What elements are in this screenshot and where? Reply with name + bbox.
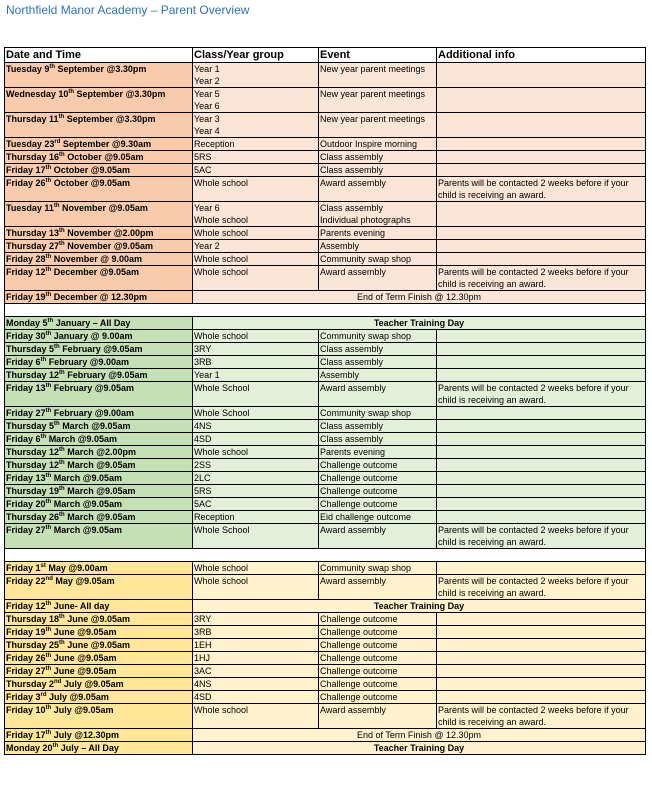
info-cell	[437, 151, 646, 164]
date-cell: Tuesday 11th November @9.05am	[5, 202, 193, 227]
class-cell	[193, 407, 319, 420]
event-cell: Class assembly Individual photographs	[319, 202, 437, 227]
class-label: Whole school	[194, 563, 249, 573]
header-event: Event	[319, 48, 437, 63]
class-cell	[193, 665, 319, 678]
date-cell: Thursday 5th February @9.05am	[5, 343, 193, 356]
event-cell: Teacher Training Day	[193, 317, 646, 330]
event-cell: Challenge outcome	[319, 485, 437, 498]
date-cell: Friday 19th June @9.05am	[5, 626, 193, 639]
table-row	[5, 356, 646, 369]
table-row	[5, 164, 646, 177]
date-cell: Thursday 16th October @9.05am	[5, 151, 193, 164]
spacer-row	[5, 304, 646, 317]
class-label: 5RS	[194, 152, 212, 162]
class-label: 5AC	[194, 165, 212, 175]
event-cell: Challenge outcome	[319, 498, 437, 511]
info-cell	[437, 138, 646, 151]
date-cell: Friday 28th November @ 9.00am	[5, 253, 193, 266]
class-label: Whole school	[194, 331, 249, 341]
table-row	[5, 639, 646, 652]
class-cell	[193, 704, 319, 729]
info-cell: Parents will be contacted 2 weeks before if your child is receiving an award.	[437, 524, 646, 549]
info-cell	[437, 626, 646, 639]
date-cell: Friday 27th March @9.05am	[5, 524, 193, 549]
class-label: Whole School	[194, 525, 250, 535]
class-label: 2SS	[194, 460, 212, 470]
info-cell	[437, 63, 646, 88]
date-cell: Tuesday 9th September @3.30pm	[5, 63, 193, 88]
info-cell	[437, 240, 646, 253]
class-label: Year 1	[194, 64, 220, 74]
event-cell: Challenge outcome	[319, 459, 437, 472]
date-cell: Thursday 2nd July @9.05am	[5, 678, 193, 691]
class-cell	[193, 691, 319, 704]
class-label: 3RY	[194, 344, 212, 354]
class-cell	[193, 266, 319, 291]
info-cell	[437, 665, 646, 678]
table-row	[5, 498, 646, 511]
header-date: Date and Time	[5, 48, 193, 63]
event-cell: Eid challenge outcome	[319, 511, 437, 524]
event-cell: Award assembly	[319, 266, 437, 291]
class-cell	[193, 524, 319, 549]
class-label: 1HJ	[194, 653, 211, 663]
event-cell: Challenge outcome	[319, 665, 437, 678]
class-cell	[193, 613, 319, 626]
class-cell	[193, 330, 319, 343]
class-cell	[193, 511, 319, 524]
class-label: Reception	[194, 512, 235, 522]
event-cell: Community swap shop	[319, 330, 437, 343]
date-cell: Friday 19th December @ 12.30pm	[5, 291, 193, 304]
table-row	[5, 330, 646, 343]
date-cell: Friday 13th March @9.05am	[5, 472, 193, 485]
class-cell	[193, 240, 319, 253]
date-cell: Wednesday 10th September @3.30pm	[5, 88, 193, 113]
class-label: Year 2	[194, 76, 220, 86]
class-cell	[193, 678, 319, 691]
table-row	[5, 472, 646, 485]
class-label: Whole school	[194, 254, 249, 264]
event-cell: Challenge outcome	[319, 678, 437, 691]
info-cell	[437, 459, 646, 472]
table-row	[5, 113, 646, 138]
date-cell: Friday 27th February @9.00am	[5, 407, 193, 420]
table-row	[5, 369, 646, 382]
event-cell: Challenge outcome	[319, 613, 437, 626]
event-cell: End of Term Finish @ 12.30pm	[193, 291, 646, 304]
spacer-cell	[5, 304, 646, 317]
event-cell: New year parent meetings	[319, 113, 437, 138]
event-cell: New year parent meetings	[319, 63, 437, 88]
table-row	[5, 240, 646, 253]
date-cell: Friday 6th March @9.05am	[5, 433, 193, 446]
event-cell: Teacher Training Day	[193, 600, 646, 613]
event-cell: Challenge outcome	[319, 626, 437, 639]
date-cell: Thursday 25th June @9.05am	[5, 639, 193, 652]
info-cell	[437, 613, 646, 626]
info-cell: Parents will be contacted 2 weeks before if your child is receiving an award.	[437, 575, 646, 600]
event-cell: Challenge outcome	[319, 639, 437, 652]
event-cell: Class assembly	[319, 151, 437, 164]
date-cell: Friday 1st May @9.00am	[5, 562, 193, 575]
table-row	[5, 704, 646, 729]
info-cell	[437, 369, 646, 382]
spacer-cell	[5, 549, 646, 562]
date-cell: Friday 30th January @ 9.00am	[5, 330, 193, 343]
event-cell: Challenge outcome	[319, 472, 437, 485]
event-cell: Challenge outcome	[319, 691, 437, 704]
date-cell: Friday 13th February @9.05am	[5, 382, 193, 407]
class-cell	[193, 485, 319, 498]
class-label: Whole school	[194, 178, 249, 188]
date-cell: Friday 17th July @12.30pm	[5, 729, 193, 742]
class-label: Year 4	[194, 126, 220, 136]
class-label: Whole school	[194, 228, 249, 238]
event-cell: Teacher Training Day	[193, 742, 646, 755]
table-row	[5, 227, 646, 240]
date-cell: Monday 20th July – All Day	[5, 742, 193, 755]
class-cell	[193, 420, 319, 433]
event-cell: Class assembly	[319, 433, 437, 446]
info-cell	[437, 691, 646, 704]
info-cell	[437, 652, 646, 665]
class-label: Year 5	[194, 89, 220, 99]
class-label: 3RB	[194, 627, 212, 637]
info-cell	[437, 330, 646, 343]
table-row	[5, 485, 646, 498]
table-row	[5, 343, 646, 356]
class-cell	[193, 356, 319, 369]
table-row	[5, 420, 646, 433]
info-cell	[437, 356, 646, 369]
class-cell	[193, 562, 319, 575]
info-cell	[437, 227, 646, 240]
class-label: Reception	[194, 139, 235, 149]
class-cell	[193, 369, 319, 382]
event-cell: Award assembly	[319, 575, 437, 600]
class-label: Whole school	[194, 705, 249, 715]
class-cell	[193, 459, 319, 472]
info-cell	[437, 433, 646, 446]
table-row	[5, 600, 646, 613]
date-cell: Monday 5th January – All Day	[5, 317, 193, 330]
class-cell	[193, 227, 319, 240]
event-cell: Assembly	[319, 240, 437, 253]
table-row	[5, 433, 646, 446]
event-cell: Parents evening	[319, 446, 437, 459]
class-cell	[193, 253, 319, 266]
date-cell: Thursday 26th March @9.05am	[5, 511, 193, 524]
class-label: Whole school	[194, 447, 249, 457]
date-cell: Friday 26th June @9.05am	[5, 652, 193, 665]
table-row	[5, 626, 646, 639]
table-row	[5, 177, 646, 202]
event-cell: Award assembly	[319, 177, 437, 202]
class-label: 4NS	[194, 679, 212, 689]
class-label: 2LC	[194, 473, 211, 483]
class-cell	[193, 138, 319, 151]
class-cell	[193, 498, 319, 511]
class-label: Year 3	[194, 114, 220, 124]
class-label: 1EH	[194, 640, 212, 650]
event-cell: Class assembly	[319, 343, 437, 356]
class-cell	[193, 343, 319, 356]
class-label: Whole school	[194, 267, 249, 277]
date-cell: Thursday 11th September @3.30pm	[5, 113, 193, 138]
table-row	[5, 613, 646, 626]
date-cell: Thursday 19th March @9.05am	[5, 485, 193, 498]
table-row	[5, 407, 646, 420]
class-label: Whole School	[194, 408, 250, 418]
table-row	[5, 202, 646, 227]
table-row	[5, 678, 646, 691]
class-cell	[193, 88, 319, 113]
info-cell	[437, 202, 646, 227]
table-row	[5, 691, 646, 704]
info-cell	[437, 511, 646, 524]
info-cell	[437, 562, 646, 575]
info-cell	[437, 253, 646, 266]
header-row	[5, 48, 646, 63]
class-label: Whole school	[194, 576, 249, 586]
date-cell: Tuesday 23rd September @9.30am	[5, 138, 193, 151]
class-cell	[193, 652, 319, 665]
class-label: 4SD	[194, 692, 212, 702]
event-cell: Award assembly	[319, 382, 437, 407]
class-label: 4NS	[194, 421, 212, 431]
table-row	[5, 742, 646, 755]
info-cell	[437, 498, 646, 511]
date-cell: Friday 20th March @9.05am	[5, 498, 193, 511]
event-cell: Award assembly	[319, 524, 437, 549]
class-label: Year 6	[194, 101, 220, 111]
class-cell	[193, 446, 319, 459]
table-row	[5, 446, 646, 459]
event-cell: Outdoor Inspire morning	[319, 138, 437, 151]
header-info: Additional info	[437, 48, 646, 63]
class-cell	[193, 164, 319, 177]
info-cell	[437, 485, 646, 498]
table-row	[5, 88, 646, 113]
info-cell	[437, 446, 646, 459]
info-cell: Parents will be contacted 2 weeks before if your child is receiving an award.	[437, 382, 646, 407]
info-cell	[437, 88, 646, 113]
header-class: Class/Year group	[193, 48, 319, 63]
date-cell: Friday 22nd May @9.05am	[5, 575, 193, 600]
event-cell: Community swap shop	[319, 562, 437, 575]
class-label: 3AC	[194, 666, 212, 676]
date-cell: Thursday 13th November @2.00pm	[5, 227, 193, 240]
date-cell: Friday 27th June @9.05am	[5, 665, 193, 678]
parent-overview-table	[4, 47, 646, 755]
date-cell: Thursday 18th June @9.05am	[5, 613, 193, 626]
class-label: Year 6	[194, 203, 220, 213]
class-cell	[193, 626, 319, 639]
page-title: Northfield Manor Academy – Parent Overview	[6, 3, 250, 17]
event-cell: Parents evening	[319, 227, 437, 240]
date-cell: Thursday 12th February @9.05am	[5, 369, 193, 382]
class-cell	[193, 382, 319, 407]
table-row	[5, 575, 646, 600]
event-cell: New year parent meetings	[319, 88, 437, 113]
table-row	[5, 382, 646, 407]
class-cell	[193, 472, 319, 485]
class-cell	[193, 151, 319, 164]
table-row	[5, 665, 646, 678]
event-cell: End of Term Finish @ 12.30pm	[193, 729, 646, 742]
event-cell: Community swap shop	[319, 407, 437, 420]
class-label: 5RS	[194, 486, 212, 496]
info-cell	[437, 343, 646, 356]
table-row	[5, 729, 646, 742]
class-cell	[193, 575, 319, 600]
date-cell: Friday 12th June- All day	[5, 600, 193, 613]
class-cell	[193, 639, 319, 652]
date-cell: Friday 17th October @9.05am	[5, 164, 193, 177]
class-label: Year 2	[194, 241, 220, 251]
class-cell	[193, 177, 319, 202]
table-row	[5, 459, 646, 472]
table-row	[5, 253, 646, 266]
info-cell	[437, 113, 646, 138]
date-cell: Friday 3rd July @9.05am	[5, 691, 193, 704]
table-row	[5, 652, 646, 665]
spacer-row	[5, 549, 646, 562]
info-cell: Parents will be contacted 2 weeks before if your child is receiving an award.	[437, 177, 646, 202]
date-cell: Thursday 27th November @9.05am	[5, 240, 193, 253]
event-cell: Award assembly	[319, 704, 437, 729]
table-row	[5, 511, 646, 524]
class-cell	[193, 202, 319, 227]
table-row	[5, 151, 646, 164]
info-cell	[437, 407, 646, 420]
table-row	[5, 524, 646, 549]
table-row	[5, 138, 646, 151]
info-cell: Parents will be contacted 2 weeks before if your child is receiving an award.	[437, 266, 646, 291]
class-label: 5AC	[194, 499, 212, 509]
date-cell: Friday 6th February @9.00am	[5, 356, 193, 369]
date-cell: Friday 26th October @9.05am	[5, 177, 193, 202]
table-row	[5, 63, 646, 88]
date-cell: Friday 12th December @9.05am	[5, 266, 193, 291]
class-label: Whole school	[194, 215, 249, 225]
info-cell	[437, 164, 646, 177]
class-cell	[193, 63, 319, 88]
event-cell: Community swap shop	[319, 253, 437, 266]
table-row	[5, 317, 646, 330]
class-label: Year 1	[194, 370, 220, 380]
table-row	[5, 266, 646, 291]
date-cell: Thursday 12th March @2.00pm	[5, 446, 193, 459]
date-cell: Thursday 5th March @9.05am	[5, 420, 193, 433]
date-cell: Thursday 12th March @9.05am	[5, 459, 193, 472]
event-cell: Class assembly	[319, 164, 437, 177]
info-cell	[437, 639, 646, 652]
class-label: 4SD	[194, 434, 212, 444]
class-label: 3RY	[194, 614, 212, 624]
date-cell: Friday 10th July @9.05am	[5, 704, 193, 729]
event-cell: Challenge outcome	[319, 652, 437, 665]
event-cell: Assembly	[319, 369, 437, 382]
table-row	[5, 291, 646, 304]
table-row	[5, 562, 646, 575]
class-label: 3RB	[194, 357, 212, 367]
info-cell: Parents will be contacted 2 weeks before if your child is receiving an award.	[437, 704, 646, 729]
info-cell	[437, 420, 646, 433]
event-cell: Class assembly	[319, 420, 437, 433]
class-label: Whole School	[194, 383, 250, 393]
class-cell	[193, 113, 319, 138]
info-cell	[437, 678, 646, 691]
class-cell	[193, 433, 319, 446]
info-cell	[437, 472, 646, 485]
event-cell: Class assembly	[319, 356, 437, 369]
